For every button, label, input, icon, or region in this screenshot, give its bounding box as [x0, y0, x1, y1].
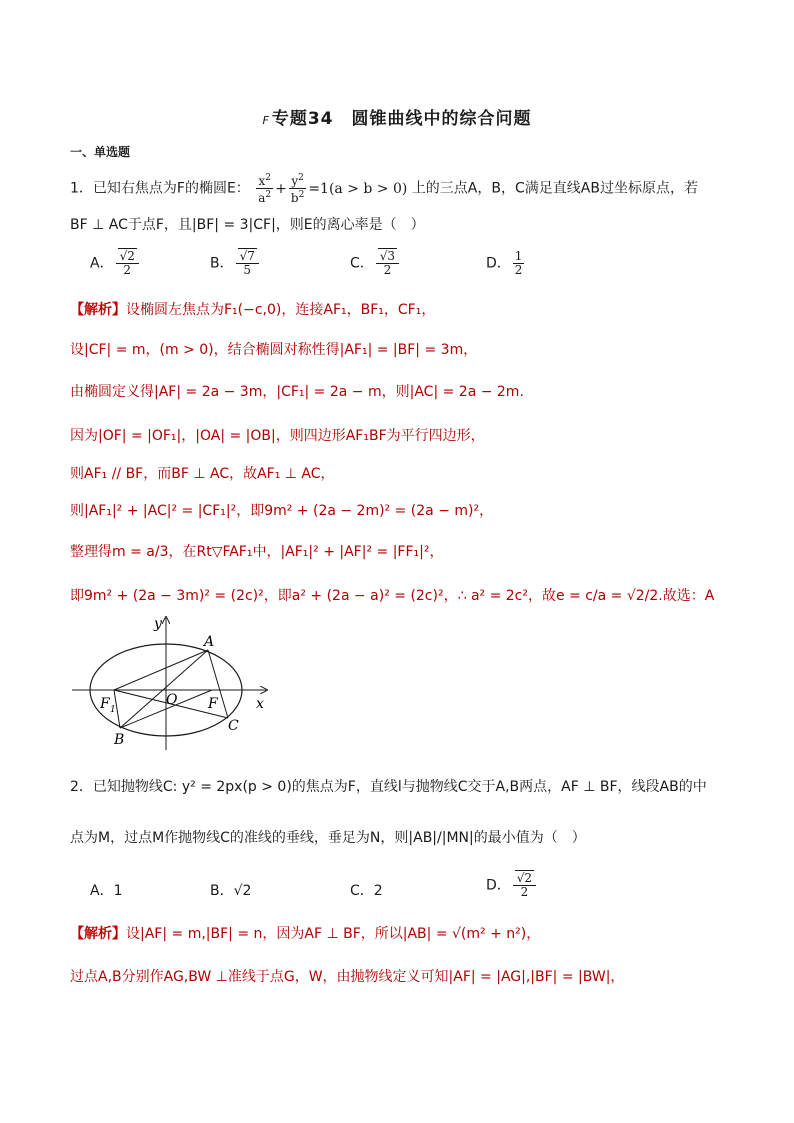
- q1-sol-4: 则AF₁ // BF，而BF ⊥ AC，故AF₁ ⊥ AC，: [70, 466, 335, 482]
- q2-stem-b: 点为M，过点M作抛物线C的准线的垂线，垂足为N，则|AB|/|MN|的最小值为（ ）: [70, 830, 586, 846]
- q1-stem-c: BF ⊥ AC于点F，且|BF| = 3|CF|，则E的离心率是（ ）: [70, 217, 425, 233]
- q2-option-a: A．1: [90, 883, 123, 899]
- q1-sol-5: 则|AF₁|² + |AC|² = |CF₁|²，即9m² + (2a − 2m)² = (2a − m)²，: [70, 503, 494, 519]
- q1-sol-6: 整理得m = a/3，在Rt▽FAF₁中，|AF₁|² + |AF|² = |FF₁|²，: [70, 544, 444, 560]
- q2-sol-0: 设|AF| = m,|BF| = n，因为AF ⊥ BF，所以|AB| = √(m² + n²)，: [126, 926, 541, 942]
- q2-analysis-label: 【解析】: [70, 926, 126, 942]
- label-f1: F: [100, 696, 110, 712]
- q1-option-c: C． $\frac{√3}{2}$: [350, 250, 401, 277]
- q1-solution-line1: [70, 299, 435, 319]
- q1-sol-3: 因为|OF| = |OF₁|，|OA| = |OB|，则四边形AF₁BF为平行四边形，: [70, 428, 485, 444]
- q1-sol-0: 设椭圆左焦点为F₁(−c,0)，连接AF₁，BF₁，CF₁，: [126, 302, 436, 318]
- title-text: 专题34 圆锥曲线中的综合问题: [271, 109, 532, 129]
- label-c: C: [228, 718, 239, 734]
- q2-option-b: B．√2: [210, 883, 252, 899]
- ellipse-figure: [68, 612, 278, 752]
- q1-option-a: A． $\frac{√2}{2}$: [90, 250, 141, 277]
- q2-sol-1: 过点A,B分别作AG,BW ⊥准线于点G，W，由抛物线定义可知|AF| = |AG|,|BF| = |BW|，: [70, 969, 625, 985]
- q1-option-b: B． $\frac{√7}{5}$: [210, 250, 261, 277]
- q2-solution-line1: [70, 923, 540, 943]
- label-o: O: [166, 692, 178, 708]
- title-prefix: F: [262, 114, 270, 127]
- label-x: x: [256, 696, 264, 712]
- q1-stem-b: 上的三点A，B，C满足直线AB过坐标原点，若: [411, 180, 698, 197]
- q1-ellipse-eq: $\frac{x^2}{a^2}$ + $\frac{y^2}{b^2}$ =1(a > b > 0): [258, 173, 408, 205]
- label-f: F: [208, 696, 218, 712]
- label-f1-sub: 1: [110, 705, 116, 715]
- q2-option-d: D． $\frac{√2}{2}$: [486, 872, 538, 899]
- page-title: [0, 104, 794, 129]
- section-heading: 一、单选题: [70, 145, 131, 159]
- q2-stem-a: 2．已知抛物线C: y² = 2px(p > 0)的焦点为F，直线l与抛物线C交于A,B两点，AF ⊥ BF，线段AB的中: [70, 779, 707, 795]
- segment-af1: [114, 650, 208, 690]
- q1-option-d: D． $\frac{1}{2}$: [486, 249, 523, 277]
- q1-sol-1: 设|CF| = m，(m > 0)，结合椭圆对称性得|AF₁| = |BF| = 3m，: [70, 342, 478, 358]
- q1-sol-2: 由椭圆定义得|AF| = 2a − 3m，|CF₁| = 2a − m，则|AC| = 2a − 2m.: [70, 384, 524, 400]
- segment-ab: [120, 650, 208, 728]
- q1-stem-line1: [70, 172, 698, 205]
- q1-analysis-label: 【解析】: [70, 302, 126, 318]
- label-a: A: [204, 634, 215, 650]
- label-b: B: [114, 732, 125, 748]
- q1-stem-a: 1．已知右焦点为F的椭圆E：: [70, 180, 250, 197]
- label-y: y: [154, 616, 162, 632]
- q1-sol-7: 即9m² + (2a − 3m)² = (2c)²，即a² + (2a − a)² = (2c)²，∴ a² = 2c²，故e = c/a = √2/2.故选：A: [70, 588, 715, 604]
- q2-option-c: C．2: [350, 883, 383, 899]
